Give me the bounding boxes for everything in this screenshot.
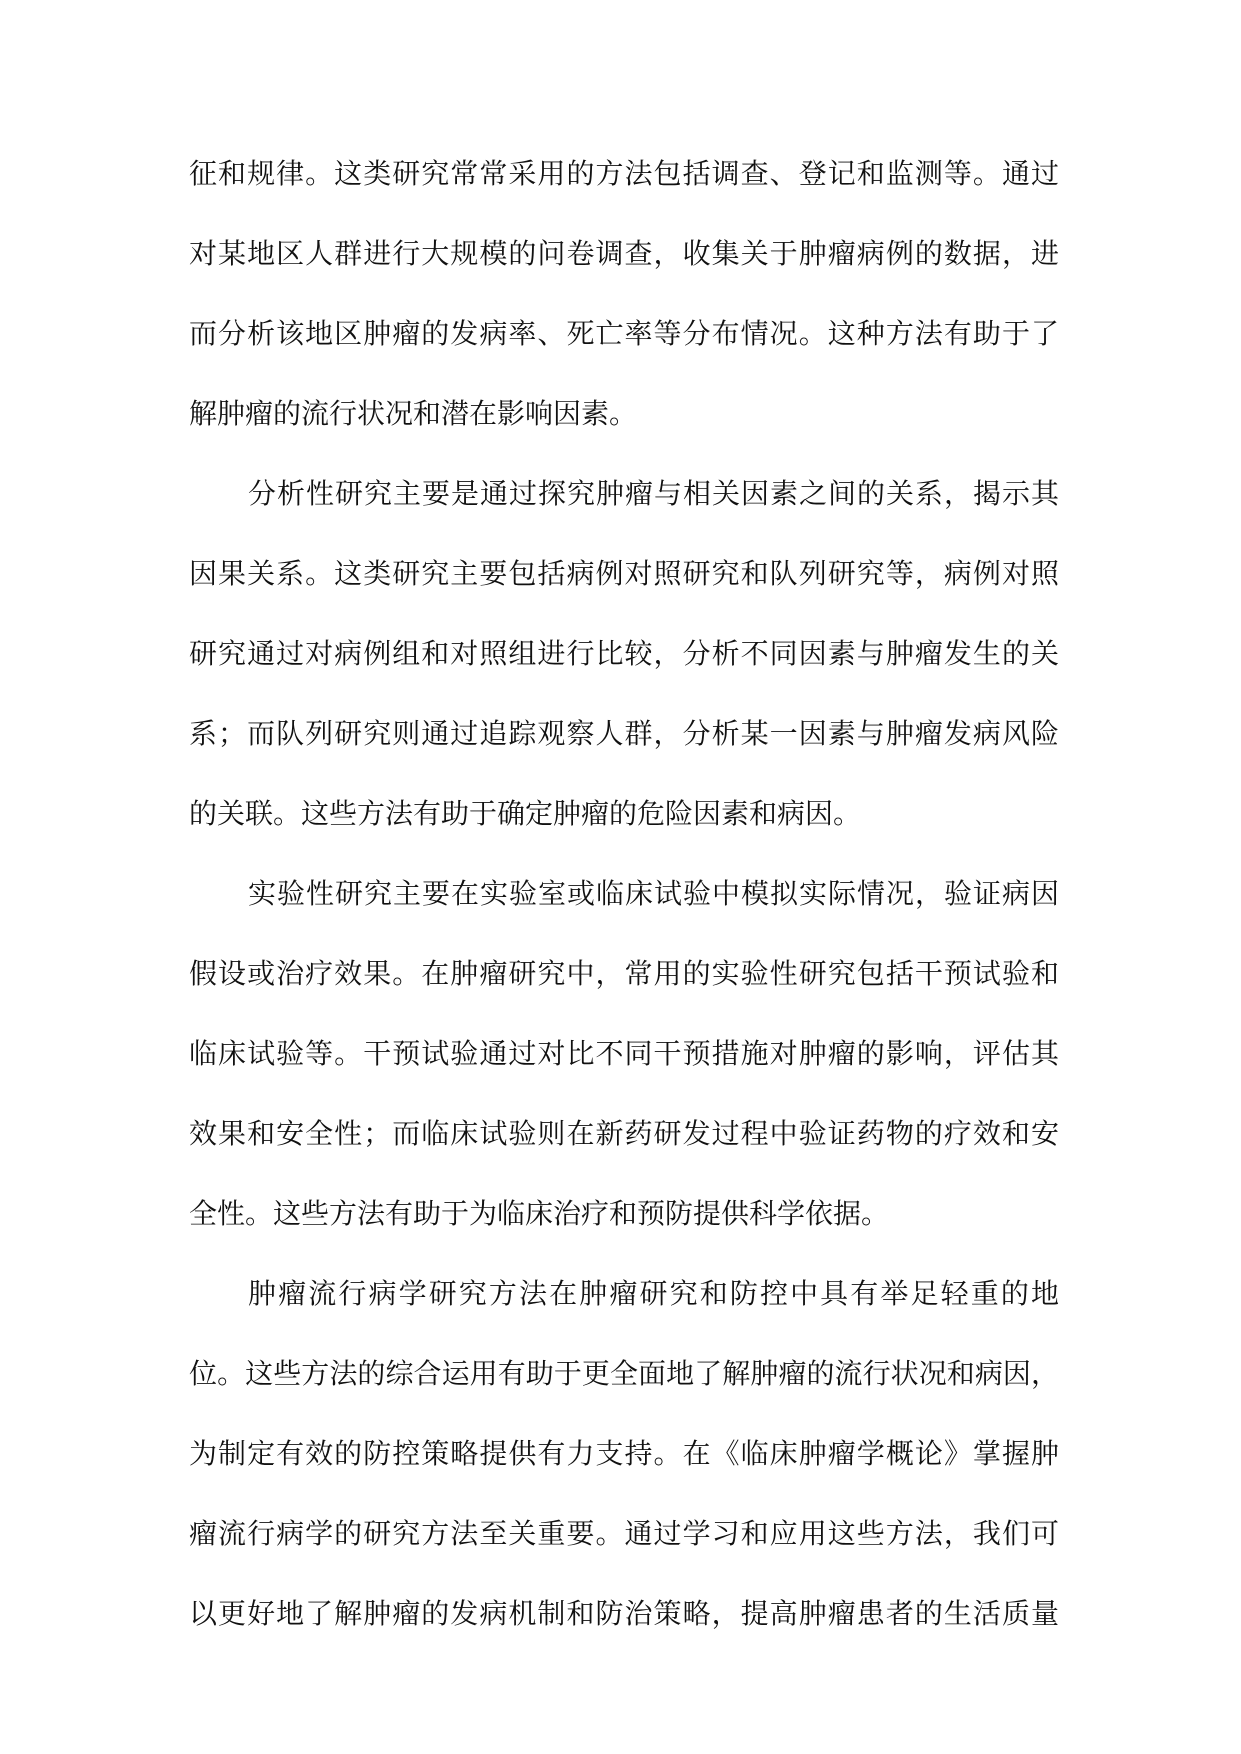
paragraph-3-line-4: 效果和安全性；而临床试验则在新药研发过程中验证药物的疗效和安 [189,1117,1059,1150]
paragraph-4-line-4: 瘤流行病学的研究方法至关重要。通过学习和应用这些方法，我们可 [189,1517,1059,1550]
paragraph-1-line-1: 征和规律。这类研究常常采用的方法包括调查、登记和监测等。通过 [189,157,1059,190]
paragraph-1-line-4: 解肿瘤的流行状况和潜在影响因素。 [189,397,638,430]
paragraph-4-line-2: 位。这些方法的综合运用有助于更全面地了解肿瘤的流行状况和病因， [189,1357,1059,1390]
paragraph-1-line-2: 对某地区人群进行大规模的问卷调查，收集关于肿瘤病例的数据，进 [189,237,1059,270]
paragraph-1-line-3: 而分析该地区肿瘤的发病率、死亡率等分布情况。这种方法有助于了 [189,317,1059,350]
paragraph-4-line-3: 为制定有效的防控策略提供有力支持。在《临床肿瘤学概论》掌握肿 [189,1437,1059,1470]
paragraph-3-line-5: 全性。这些方法有助于为临床治疗和预防提供科学依据。 [189,1197,890,1230]
paragraph-4-line-5: 以更好地了解肿瘤的发病机制和防治策略，提高肿瘤患者的生活质量 [189,1597,1059,1630]
paragraph-3-line-2: 假设或治疗效果。在肿瘤研究中，常用的实验性研究包括干预试验和 [189,957,1059,990]
paragraph-2-line-3: 研究通过对病例组和对照组进行比较，分析不同因素与肿瘤发生的关 [189,637,1059,670]
body-text [189,144,1059,1664]
paragraph-2-line-2: 因果关系。这类研究主要包括病例对照研究和队列研究等，病例对照 [189,557,1059,590]
paragraph-2-line-1: 分析性研究主要是通过探究肿瘤与相关因素之间的关系，揭示其 [248,477,1059,510]
paragraph-4-line-1: 肿瘤流行病学研究方法在肿瘤研究和防控中具有举足轻重的地 [248,1277,1059,1310]
paragraph-3-line-3: 临床试验等。干预试验通过对比不同干预措施对肿瘤的影响，评估其 [189,1037,1059,1070]
paragraph-2-line-4: 系；而队列研究则通过追踪观察人群，分析某一因素与肿瘤发病风险 [189,717,1059,750]
paragraph-2-line-5: 的关联。这些方法有助于确定肿瘤的危险因素和病因。 [189,797,862,830]
paragraph-3-line-1: 实验性研究主要在实验室或临床试验中模拟实际情况，验证病因 [248,877,1059,910]
